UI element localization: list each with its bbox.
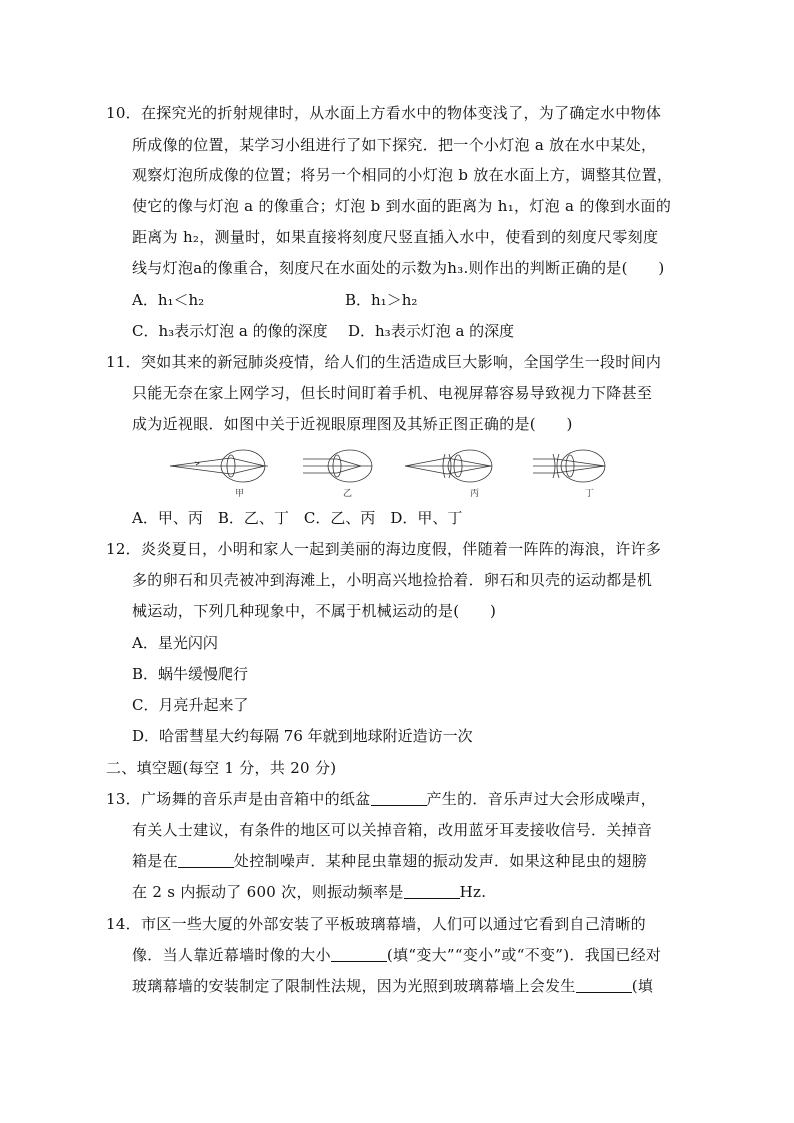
figure-label-jia: 甲 (235, 489, 245, 499)
q10-line-5: 距离为 h₂，测量时，如果直接将刻度尺竖直插入水中，使看到的刻度尺零刻度 (132, 228, 659, 246)
q12-option-b: B．蜗牛缓慢爬行 (132, 665, 249, 683)
q10-line-2: 所成像的位置，某学习小组进行了如下探究．把一个小灯泡 a 放在水中某处， (132, 136, 657, 154)
q12-option-d: D．哈雷彗星大约每隔 76 年就到地球附近造访一次 (132, 727, 473, 745)
q11-line-2: 只能无奈在家上网学习，但长时间盯着手机、电视屏幕容易导致视力下降甚至 (132, 384, 653, 402)
q12-line-1: 12．炎炎夏日，小明和家人一起到美丽的海边度假，伴随着一阵阵的海浪，许许多 (106, 540, 662, 558)
eye-diagram-jia (170, 450, 268, 482)
q12-line-2: 多的卵石和贝壳被冲到海滩上，小明高兴地捡拾着．卵石和贝壳的运动都是机 (132, 571, 653, 589)
q14-text-2b: (填“变大”“变小”或“不变”)．我国已经对 (386, 946, 662, 964)
q13-line-2: 有关人士建议，有条件的地区可以关掉音箱，改用蓝牙耳麦接收信号．关掉音 (132, 821, 653, 839)
q10-line-1: 10．在探究光的折射规律时，从水面上方看水中的物体变浅了，为了确定水中物体 (106, 104, 662, 122)
q13-line-1 (106, 788, 656, 810)
section-2-heading: 二、填空题(每空 1 分，共 20 分) (106, 759, 337, 777)
q13-text-3a: 箱是在 (132, 852, 178, 870)
q14-blank-1 (331, 946, 387, 962)
q12-option-a: A．星光闪闪 (132, 634, 218, 652)
q11-line-3: 成为近视眼．如图中关于近视眼原理图及其矫正图正确的是( ) (132, 415, 573, 433)
q14-line-1: 14．市区一些大厦的外部安装了平板玻璃幕墙，人们可以通过它看到自己清晰的 (106, 915, 646, 933)
q13-text-1a: 13．广场舞的音乐声是由音箱中的纸盆 (106, 790, 371, 808)
q13-blank-1 (371, 790, 427, 806)
q10-option-d: D．h₃表示灯泡 a 的深度 (348, 322, 515, 340)
q13-line-3 (132, 850, 647, 872)
q12-option-c: C．月亮升起来了 (132, 696, 249, 714)
q11-line-1: 11．突如其来的新冠肺炎疫情，给人们的生活造成巨大影响，全国学生一段时间内 (106, 353, 662, 371)
q14-text-3a: 玻璃幕墙的安装制定了限制性法规，因为光照到玻璃幕墙上会发生 (132, 977, 576, 995)
q10-option-a: A．h₁＜h₂ (132, 291, 205, 309)
q14-line-3 (132, 975, 653, 997)
q10-line-6: 线与灯泡a的像重合，刻度尺在水面处的示数为h₃.则作出的判断正确的是( ) (132, 259, 665, 277)
q13-text-3b: 处控制噪声．某种昆虫靠翅的振动发声．如果这种昆虫的翅膀 (233, 852, 648, 870)
q13-blank-3 (404, 883, 460, 899)
q13-line-4 (132, 881, 486, 903)
figure-label-ding: 丁 (585, 489, 595, 499)
q13-text-4a: 在 2 s 内振动了 600 次，则振动频率是 (132, 883, 404, 901)
q13-text-4b: Hz. (459, 883, 487, 901)
q13-blank-2 (178, 852, 234, 868)
q10-line-3: 观察灯泡所成像的位置；将另一个相同的小灯泡 b 放在水面上方，调整其位置， (132, 166, 673, 184)
q14-text-3b: (填 (631, 977, 654, 995)
q13-text-1b: 产生的．音乐声过大会形成噪声， (426, 790, 657, 808)
q10-option-c: C．h₃表示灯泡 a 的像的深度 (132, 322, 328, 340)
q10-line-4: 使它的像与灯泡 a 的像重合；灯泡 b 到水面的距离为 h₁，灯泡 a 的像到水面的 (132, 197, 672, 215)
q12-line-3: 械运动，下列几种现象中，不属于机械运动的是( ) (132, 602, 497, 620)
q14-line-2 (132, 944, 661, 966)
q14-blank-2 (576, 977, 632, 993)
eye-diagram-bing (405, 450, 492, 482)
q10-option-b: B．h₁＞h₂ (345, 291, 418, 309)
q11-options: A．甲、丙 B．乙、丁 C．乙、丙 D．甲、丁 (132, 509, 463, 527)
figure-label-yi: 乙 (343, 489, 353, 499)
eye-diagram-yi (303, 450, 372, 482)
figure-label-bing: 丙 (470, 489, 480, 499)
eye-diagram-ding (533, 450, 605, 482)
eye-diagrams-figure (165, 448, 615, 500)
q14-text-2a: 像．当人靠近幕墙时像的大小 (132, 946, 331, 964)
